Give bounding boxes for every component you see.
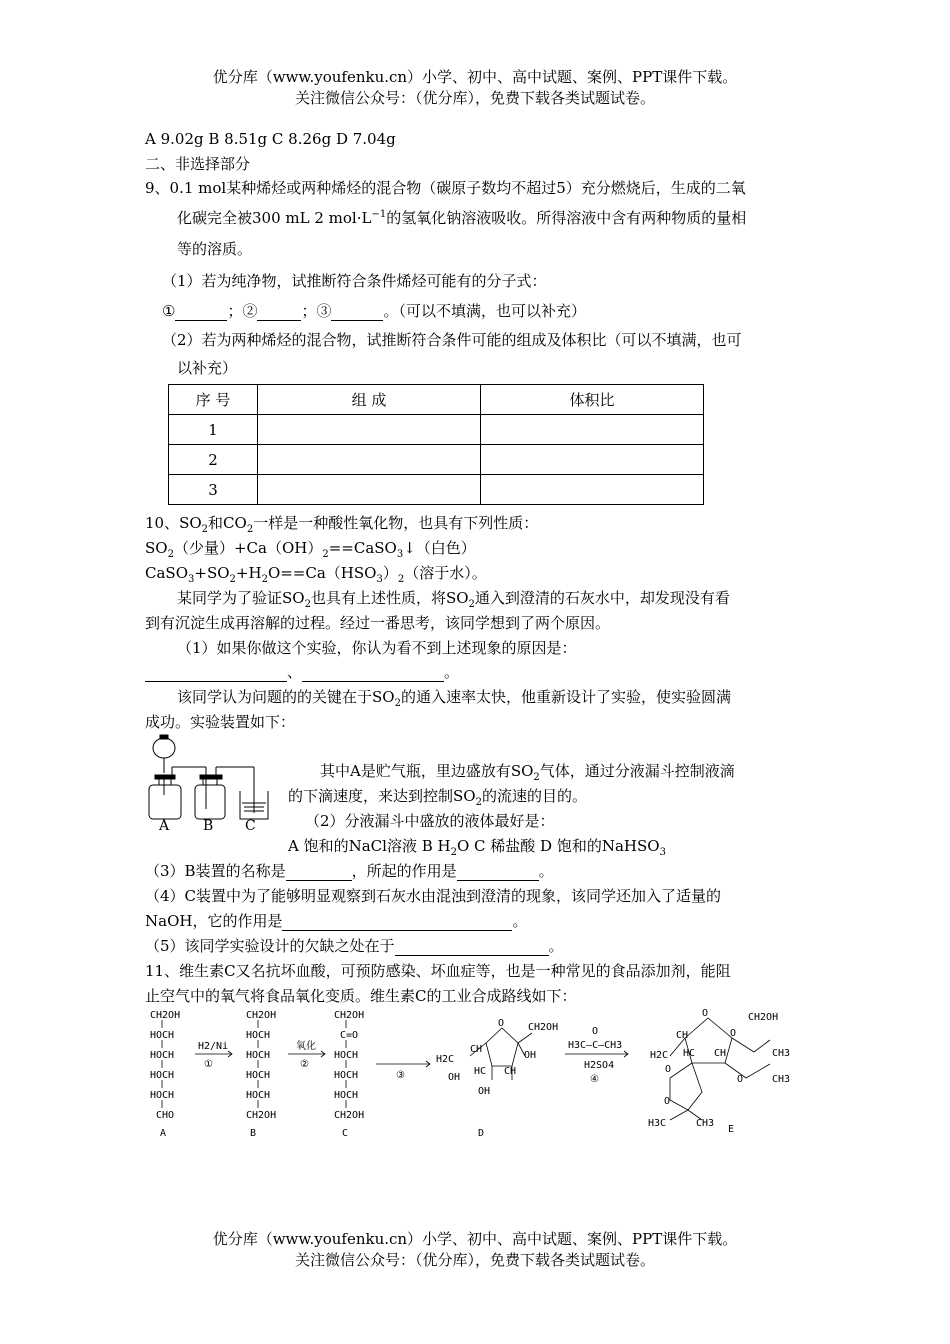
chem-label: HOCH bbox=[246, 1050, 271, 1061]
text: 某同学为了验证SO bbox=[177, 589, 305, 607]
text: A 饱和的NaCl溶液 B H bbox=[288, 837, 451, 855]
q10-para-2 bbox=[177, 686, 731, 709]
subscript: 2 bbox=[475, 797, 482, 808]
q8-options: A 9.02g B 8.51g C 8.26g D 7.04g bbox=[145, 130, 396, 148]
chem-label: CH2OH bbox=[528, 1022, 559, 1033]
q9-answer-blank-1[interactable] bbox=[175, 302, 227, 321]
chem-label: CHO bbox=[156, 1110, 175, 1121]
subscript: 3 bbox=[659, 847, 666, 858]
q9-line-2b: 的氢氧化钠溶液吸收。所得溶液中含有两种物质的量相 bbox=[386, 209, 747, 227]
text: （少量）+Ca（OH） bbox=[173, 539, 323, 557]
chem-label: CH2OH bbox=[334, 1010, 365, 1021]
q10-para-2-line-2: 成功。实验装置如下： bbox=[145, 713, 296, 731]
text: CaSO bbox=[145, 564, 188, 582]
table-cell-ratio[interactable] bbox=[481, 415, 704, 445]
chem-label: HOCH bbox=[150, 1050, 175, 1061]
table-cell-ratio[interactable] bbox=[481, 445, 704, 475]
text: 。 bbox=[512, 912, 528, 930]
compound-label-a: A bbox=[160, 1128, 167, 1139]
q10-part-3-blank-1[interactable] bbox=[286, 862, 352, 881]
text: +SO bbox=[194, 564, 230, 582]
table-cell-index: 1 bbox=[169, 415, 258, 445]
q11-line-2: 止空气中的氧气将食品氧化变质。维生素C的工业合成路线如下： bbox=[145, 987, 577, 1005]
q9-part-2-line-1: （2）若为两种烯烃的混合物，试推断符合条件可能的组成及体积比（可以不填满，也可 bbox=[162, 331, 742, 349]
subscript: 2 bbox=[167, 549, 174, 560]
table-header-row bbox=[169, 385, 704, 415]
chem-label: HC bbox=[683, 1048, 696, 1059]
chem-label: O bbox=[730, 1028, 737, 1039]
chem-label: CH bbox=[504, 1066, 517, 1077]
chem-label: O bbox=[664, 1096, 671, 1107]
footer-line-2: 关注微信公众号：（优分库），免费下载各类试题试卷。 bbox=[294, 1251, 655, 1269]
text: 和CO bbox=[208, 514, 247, 532]
q10-part-4-blank[interactable] bbox=[282, 912, 512, 931]
q9-answer-blank-3[interactable] bbox=[331, 302, 383, 321]
compound-label-c: C bbox=[342, 1128, 349, 1139]
q9-line-1: 9、0.1 mol某种烯烃或两种烯烃的混合物（碳原子数均不超过5）充分燃烧后，生成的二氧 bbox=[145, 179, 746, 197]
chem-label: CH bbox=[470, 1044, 483, 1055]
chem-label: O bbox=[702, 1008, 709, 1019]
q10-part-3-blank-2[interactable] bbox=[457, 862, 539, 881]
table-cell-composition[interactable] bbox=[258, 445, 481, 475]
q10-apparatus-desc-2 bbox=[288, 785, 587, 808]
step-4-catalyst: H2SO4 bbox=[584, 1060, 615, 1071]
chem-label: OH bbox=[478, 1086, 491, 1097]
q9-part-2-line-2: 以补充） bbox=[177, 359, 238, 377]
apparatus-label-c: C bbox=[245, 818, 256, 834]
chem-label: HOCH bbox=[246, 1070, 271, 1081]
text: 也具有上述性质，将SO bbox=[310, 589, 469, 607]
footer-line-1: 优分库（www.youfenku.cn）小学、初中、高中试题、案例、PPT课件下载。 bbox=[212, 1230, 738, 1248]
q10-intro bbox=[145, 512, 538, 535]
q10-para-1 bbox=[177, 587, 730, 610]
chem-label: HOCH bbox=[334, 1090, 359, 1101]
text: NaOH，它的作用是 bbox=[145, 912, 283, 930]
text: （3）B装置的名称是 bbox=[145, 862, 286, 880]
step-1-reagent: H2/Ni bbox=[198, 1041, 229, 1052]
text: O==Ca（HSO bbox=[267, 564, 377, 582]
q9-answer-table bbox=[168, 384, 704, 505]
q10-part-1-answers bbox=[145, 661, 459, 682]
q10-answer-blank-1[interactable] bbox=[145, 663, 287, 682]
funnel-bulb bbox=[153, 738, 175, 758]
q10-part-4-line-1: （4）C装置中为了能够明显观察到石灰水由混浊到澄清的现象，该同学还加入了适量的 bbox=[145, 887, 722, 905]
table-row bbox=[169, 445, 704, 475]
chem-label: OH bbox=[448, 1072, 461, 1083]
text: 气体，通过分液漏斗控制液滴 bbox=[539, 762, 735, 780]
q9-part-1-tail: 。（可以不填满，也可以补充） bbox=[383, 302, 586, 320]
q10-part-2-options bbox=[288, 835, 666, 858]
chem-label: HOCH bbox=[150, 1090, 175, 1101]
chem-label: H3C bbox=[648, 1118, 667, 1129]
chem-label: CH2OH bbox=[150, 1010, 181, 1021]
table-cell-composition[interactable] bbox=[258, 415, 481, 445]
chem-label: CH3 bbox=[772, 1048, 791, 1059]
q9-line-3: 等的溶质。 bbox=[177, 240, 253, 258]
chem-label: CH2OH bbox=[334, 1110, 365, 1121]
q9-line-2a: 化碳完全被300 mL 2 mol·L bbox=[177, 209, 372, 227]
subscript: 2 bbox=[261, 574, 268, 585]
q10-apparatus-desc-1 bbox=[320, 760, 735, 783]
step-4-reagent: H3C—C—CH3 bbox=[568, 1040, 623, 1051]
text: 。 bbox=[444, 663, 460, 681]
chem-label: HOCH bbox=[334, 1070, 359, 1081]
text: 。 bbox=[548, 937, 564, 955]
q10-part-5 bbox=[145, 935, 564, 956]
text: ，所起的作用是 bbox=[351, 862, 457, 880]
text: 10、SO bbox=[145, 514, 202, 532]
text: 的下滴速度，来达到控制SO bbox=[288, 787, 476, 805]
text: 。 bbox=[538, 862, 554, 880]
q9-line-2-sup: −1 bbox=[371, 209, 387, 220]
text: 的流速的目的。 bbox=[481, 787, 587, 805]
chem-label: O bbox=[498, 1018, 505, 1029]
step-1-number: ① bbox=[204, 1059, 213, 1070]
bottle-b bbox=[195, 785, 225, 819]
chem-label: O bbox=[737, 1074, 744, 1085]
text: 该同学认为问题的的关键在于SO bbox=[177, 688, 395, 706]
q9-line-2 bbox=[177, 207, 746, 228]
subscript: 2 bbox=[533, 772, 540, 783]
text: （溶于水）。 bbox=[404, 564, 487, 582]
subscript: 2 bbox=[201, 524, 209, 535]
chem-label: HOCH bbox=[246, 1030, 271, 1041]
chem-label: CH3 bbox=[772, 1074, 791, 1085]
compound-label-b: B bbox=[250, 1128, 257, 1139]
text: ） bbox=[382, 564, 398, 582]
subscript: 2 bbox=[246, 524, 254, 535]
q9-answer-blank-2[interactable] bbox=[257, 302, 301, 321]
text: 一样是一种酸性氧化物，也具有下列性质： bbox=[253, 514, 539, 532]
funnel-stopper bbox=[160, 735, 168, 739]
header-line-1: 优分库（www.youfenku.cn）小学、初中、高中试题、案例、PPT课件下载。 bbox=[212, 68, 738, 86]
chem-label: HC bbox=[474, 1066, 487, 1077]
text: 其中A是贮气瓶，里边盛放有SO bbox=[320, 762, 534, 780]
q9-part-1-answers bbox=[162, 300, 586, 321]
q10-answer-blank-2[interactable] bbox=[302, 663, 444, 682]
text: SO bbox=[145, 539, 168, 557]
step-4-oxygen: O bbox=[592, 1026, 599, 1037]
apparatus-label-a: A bbox=[159, 818, 170, 834]
table-cell-composition[interactable] bbox=[258, 475, 481, 505]
step-3-number: ③ bbox=[396, 1070, 405, 1081]
chem-label: HOCH bbox=[334, 1050, 359, 1061]
q10-equation-2 bbox=[145, 562, 487, 585]
compound-label-d: D bbox=[478, 1128, 485, 1139]
q10-part-3 bbox=[145, 860, 554, 881]
q10-equation-1 bbox=[145, 537, 476, 560]
q10-part-4-line-2 bbox=[145, 910, 527, 931]
text: 、 bbox=[287, 663, 303, 681]
q9-marker-3: ；③ bbox=[301, 302, 332, 320]
table-cell-ratio[interactable] bbox=[481, 475, 704, 505]
subscript: 3 bbox=[396, 549, 404, 560]
subscript: 2 bbox=[468, 599, 475, 610]
chem-label: CH bbox=[676, 1030, 689, 1041]
chem-label: OH bbox=[524, 1050, 537, 1061]
subscript: 2 bbox=[394, 698, 401, 709]
q10-part-1: （1）如果你做这个实验，你认为看不到上述现象的原因是： bbox=[177, 639, 577, 657]
q11-line-1: 11、维生素C又名抗坏血酸，可预防感染、坏血症等，也是一种常见的食品添加剂，能阻 bbox=[145, 962, 731, 980]
step-4-number: ④ bbox=[590, 1074, 599, 1085]
apparatus-label-b: B bbox=[203, 818, 214, 834]
table-cell-index: 2 bbox=[169, 445, 258, 475]
q9-marker-1: ① bbox=[162, 302, 176, 320]
table-row bbox=[169, 415, 704, 445]
text: （5）该同学实验设计的欠缺之处在于 bbox=[145, 937, 395, 955]
chem-label: HOCH bbox=[150, 1030, 175, 1041]
table-header-cell: 体积比 bbox=[481, 385, 704, 415]
chem-label: CH2OH bbox=[748, 1012, 779, 1023]
subscript: 2 bbox=[397, 574, 405, 585]
text: ==CaSO bbox=[328, 539, 397, 557]
compound-label-e: E bbox=[728, 1124, 735, 1135]
chem-label: CH2OH bbox=[246, 1110, 277, 1121]
text: +H bbox=[235, 564, 262, 582]
subscript: 3 bbox=[188, 574, 195, 585]
text: ↓（白色） bbox=[403, 539, 476, 557]
bottle-a bbox=[149, 785, 181, 819]
chem-label: H2C bbox=[650, 1050, 669, 1061]
chem-label: HOCH bbox=[246, 1090, 271, 1101]
q10-part-5-blank[interactable] bbox=[395, 937, 549, 956]
chem-label: HOCH bbox=[150, 1070, 175, 1081]
synthesis-scheme bbox=[140, 1008, 820, 1143]
chem-label: CH3 bbox=[696, 1118, 715, 1129]
chem-label: H2C bbox=[436, 1054, 455, 1065]
q9-marker-2: ；② bbox=[227, 302, 258, 320]
header-line-2: 关注微信公众号：（优分库），免费下载各类试题试卷。 bbox=[294, 89, 655, 107]
chem-label: CH2OH bbox=[246, 1010, 277, 1021]
q9-part-1: （1）若为纯净物，试推断符合条件烯烃可能有的分子式： bbox=[162, 272, 547, 290]
text: 的通入速率太快，他重新设计了实验，使实验圆满 bbox=[400, 688, 731, 706]
step-2-number: ② bbox=[300, 1059, 309, 1070]
table-header-cell: 组 成 bbox=[258, 385, 481, 415]
step-2-reagent: 氧化 bbox=[296, 1041, 316, 1052]
chem-label: CH bbox=[714, 1048, 727, 1059]
subscript: 2 bbox=[322, 549, 329, 560]
table-cell-index: 3 bbox=[169, 475, 258, 505]
q10-part-2: （2）分液漏斗中盛放的液体最好是： bbox=[305, 812, 555, 830]
subscript: 3 bbox=[376, 574, 383, 585]
subscript: 2 bbox=[304, 599, 311, 610]
subscript: 2 bbox=[450, 847, 457, 858]
text: 通入到澄清的石灰水中，却发现没有看 bbox=[474, 589, 730, 607]
q10-para-1-line-2: 到有沉淀生成再溶解的过程。经过一番思考，该同学想到了两个原因。 bbox=[145, 614, 611, 632]
section-title: 二、非选择部分 bbox=[145, 155, 251, 173]
text: O C 稀盐酸 D 饱和的NaHSO bbox=[456, 837, 660, 855]
subscript: 2 bbox=[229, 574, 236, 585]
table-header-cell: 序 号 bbox=[169, 385, 258, 415]
table-row bbox=[169, 475, 704, 505]
chem-label: O bbox=[665, 1064, 672, 1075]
chem-label: C=O bbox=[340, 1030, 359, 1041]
